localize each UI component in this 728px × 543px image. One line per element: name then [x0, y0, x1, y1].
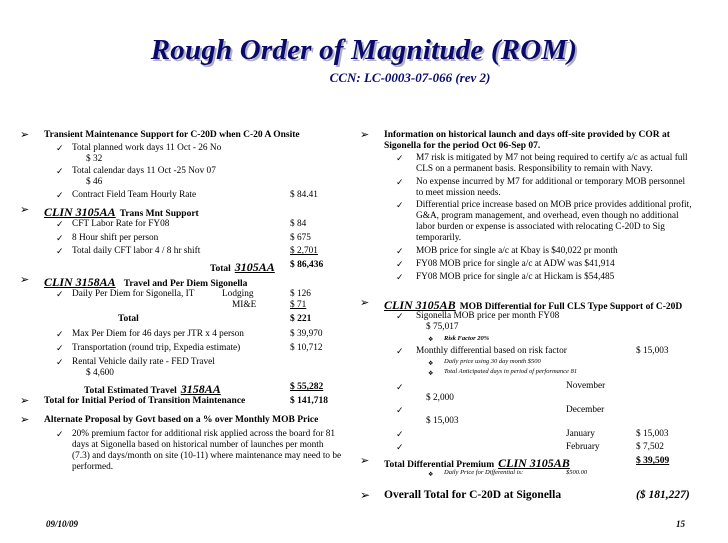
daily-cft-value: $ 2,701: [290, 246, 318, 256]
check-icon: ✓: [396, 429, 404, 439]
diff-premium-clin: CLIN 3105AB: [498, 456, 570, 470]
clin-3105ab-desc: MOB Differential for Full CLS Type Support of C-20D: [459, 302, 683, 312]
m7-text-line: M7 risk is mitigated by M7 not being required to certify a/c as actual full: [416, 153, 688, 163]
diff-premium-value: $ 39,509: [636, 456, 670, 466]
shift-hours-label: 8 Hour shift per person: [72, 233, 159, 243]
clin-3105ab-label: CLIN 3105AB: [384, 298, 456, 312]
check-icon: ✓: [396, 200, 404, 210]
check-icon: ✓: [56, 143, 64, 153]
november-value: $ 2,000: [426, 393, 454, 403]
info-header-line: Sigonella for the period Oct 06-Sep 07.: [384, 141, 541, 151]
february-label: February: [566, 442, 600, 452]
mie-value: $ 71: [290, 300, 307, 310]
cft-labor-value: $ 84: [290, 219, 307, 229]
kbay-price: MOB price for single a/c at Kbay is $40,022 pr month: [416, 246, 618, 256]
initial-total-value: $ 141,718: [290, 396, 328, 406]
diamond-bullet-icon: ❖: [428, 361, 434, 367]
daily-cft-label: Total daily CFT labor 4 / 8 hr shift: [72, 246, 201, 256]
check-icon: ✓: [56, 289, 64, 299]
arrow-bullet-icon: ➢: [20, 204, 30, 216]
check-icon: ✓: [396, 246, 404, 256]
alt-text-line: performed.: [72, 462, 114, 472]
arrow-bullet-icon: ➢: [360, 455, 370, 467]
transportation-value: $ 10,712: [290, 343, 323, 353]
no-expense-line: No expense incurred by M7 for additional or temporary MOB personnel: [416, 177, 686, 187]
mie-label: MI&E: [232, 300, 257, 310]
differential-line: labor burden or expense is associated with relocating C-20D to Sig: [416, 222, 665, 232]
max-per-diem-label: Max Per Diem for 46 days per JTR x 4 person: [72, 329, 244, 339]
arrow-bullet-icon: ➢: [360, 297, 370, 309]
sig-mob-label: Sigonella MOB price per month FY08: [416, 311, 560, 321]
max-per-diem-value: $ 39,970: [290, 329, 323, 339]
december-label: December: [566, 405, 605, 415]
february-value: $ 7,502: [636, 442, 664, 452]
diamond-bullet-icon: ❖: [428, 371, 434, 377]
overall-total-value: ($ 181,227): [636, 489, 690, 501]
lodging-value: $ 126: [290, 289, 311, 299]
no-expense-line: to meet mission needs.: [416, 188, 501, 198]
differential-line: Differential price increase based on MOB price provides additional profit,: [416, 200, 692, 210]
arrow-bullet-icon: ➢: [20, 414, 30, 426]
total-3105aa-value: $ 86,436: [290, 260, 324, 270]
arrow-bullet-icon: ➢: [20, 274, 30, 286]
monthly-diff-value: $ 15,003: [636, 346, 669, 356]
daily-diff-label: Daily Price for Differential is:: [444, 469, 524, 476]
diff-premium-prefix: Total Differential Premium: [384, 460, 495, 470]
january-label: January: [566, 429, 595, 439]
per-diem-total-value: $ 221: [290, 314, 312, 324]
daily-diff-value: $500.00: [566, 469, 588, 476]
check-icon: ✓: [56, 166, 64, 176]
per-diem-label: Daily Per Diem for Sigonella, IT: [72, 289, 195, 299]
shift-hours-value: $ 675: [290, 233, 311, 243]
planned-days-value: $ 32: [86, 154, 103, 164]
clin-3105aa-label: CLIN 3105AA: [44, 205, 116, 219]
monthly-diff-label: Monthly differential based on risk factor: [416, 346, 567, 356]
daily-price-note: Daily price using 30 day month $500: [444, 358, 541, 365]
est-travel-clin: 3158AA: [180, 382, 221, 396]
sig-mob-value: $ 75,017: [426, 322, 459, 332]
info-header-line: Information on historical launch and days off-site provided by COR at: [384, 130, 670, 140]
check-icon: ✓: [396, 311, 404, 321]
arrow-bullet-icon: ➢: [20, 129, 30, 141]
est-travel-prefix: Total Estimated Travel: [84, 386, 177, 396]
december-value: $ 15,003: [426, 416, 459, 426]
page-number: 15: [676, 519, 685, 529]
alt-text-line: 20% premium factor for additional risk applied across the board for 81: [72, 429, 336, 439]
hickam-price: FY08 MOB price for single a/c at Hickam is $54,485: [416, 272, 615, 282]
check-icon: ✓: [396, 346, 404, 356]
november-label: November: [566, 381, 606, 391]
alt-text-line: days at Sigonella based on historical number of launches per month: [72, 440, 324, 450]
est-travel-value: $ 55,282: [290, 382, 324, 392]
transient-header: Transient Maintenance Support for C-20D when C-20 A Onsite: [44, 130, 300, 140]
check-icon: ✓: [396, 272, 404, 282]
rental-label: Rental Vehicle daily rate - FED Travel: [72, 357, 215, 367]
check-icon: ✓: [396, 177, 404, 187]
arrow-bullet-icon: ➢: [360, 488, 371, 502]
lodging-label: Lodging: [222, 289, 254, 299]
check-icon: ✓: [396, 405, 404, 415]
check-icon: ✓: [56, 429, 64, 439]
check-icon: ✓: [56, 219, 64, 229]
check-icon: ✓: [56, 357, 64, 367]
page-title: Rough Order of Magnitude (ROM): [150, 34, 578, 66]
page-subtitle: CCN: LC-0003-07-066 (rev 2): [329, 70, 491, 85]
calendar-days-value: $ 46: [86, 177, 103, 187]
check-icon: ✓: [56, 190, 64, 200]
check-icon: ✓: [56, 329, 64, 339]
check-icon: ✓: [56, 343, 64, 353]
transportation-label: Transportation (round trip, Expedia estimate): [72, 343, 241, 353]
rental-value: $ 4,600: [86, 368, 114, 378]
check-icon: ✓: [396, 382, 404, 392]
field-team-rate-value: $ 84.41: [290, 190, 318, 200]
differential-line: G&A, program management, and overhead, even though no additional: [416, 211, 679, 221]
diamond-bullet-icon: ❖: [428, 337, 434, 343]
field-team-rate-label: Contract Field Team Hourly Rate: [72, 190, 197, 200]
check-icon: ✓: [396, 259, 404, 269]
cft-labor-label: CFT Labor Rate for FY08: [72, 219, 170, 229]
check-icon: ✓: [56, 233, 64, 243]
january-value: $ 15,003: [636, 429, 669, 439]
initial-total-label: Total for Initial Period of Transition Maintenance: [44, 396, 246, 406]
clin-3105aa-desc: Trans Mnt Support: [119, 209, 199, 219]
anticipated-days-note: Total Anticipated days in period of performance 81: [444, 368, 578, 375]
check-icon: ✓: [56, 246, 64, 256]
clin-3158aa-desc: Travel and Per Diem Sigonella: [123, 279, 248, 289]
risk-factor: Risk Factor 20%: [444, 335, 490, 342]
arrow-bullet-icon: ➢: [360, 129, 370, 141]
total-3105aa-prefix: Total: [210, 264, 231, 274]
total-3105aa-clin: 3105AA: [234, 260, 275, 274]
check-icon: ✓: [396, 153, 404, 163]
overall-total-label: Overall Total for C-20D at Sigonella: [384, 489, 562, 501]
check-icon: ✓: [396, 442, 404, 452]
planned-days-label: Total planned work days 11 Oct - 26 No: [72, 143, 222, 153]
arrow-bullet-icon: ➢: [20, 395, 30, 407]
calendar-days-label: Total calendar days 11 Oct -25 Nov 07: [72, 166, 216, 176]
m7-text-line: CLS on a permanent basis. Responsibility to remain with Navy.: [416, 164, 653, 174]
per-diem-total-label: Total: [118, 314, 139, 324]
footer-date: 09/10/09: [46, 519, 79, 529]
alt-proposal-label: Alternate Proposal by Govt based on a % over Monthly MOB Price: [44, 415, 319, 425]
diamond-bullet-icon: ❖: [428, 472, 434, 478]
adw-price: FY08 MOB price for single a/c at ADW was $41,914: [416, 259, 615, 269]
clin-3158aa-label: CLIN 3158AA: [44, 275, 116, 289]
alt-text-line: (7.3) and days/month on site (10-11) where maintenance may need to be: [72, 451, 342, 461]
differential-line: temporarily.: [416, 233, 462, 243]
